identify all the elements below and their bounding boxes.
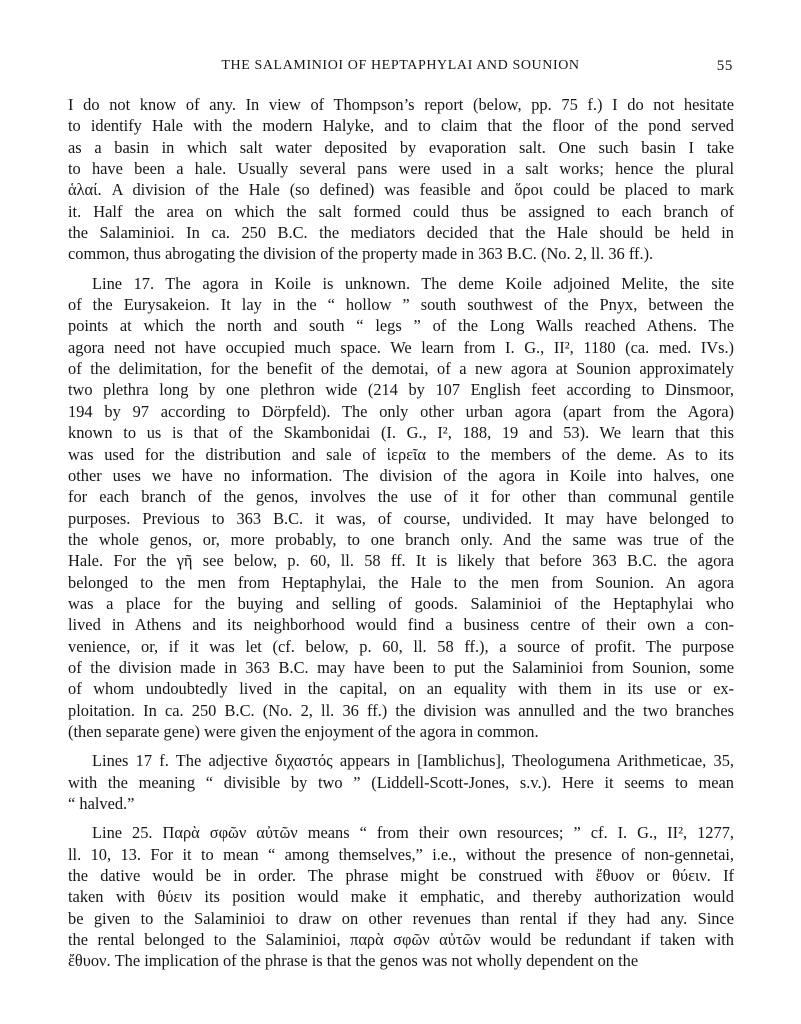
text-line: purposes. Previous to 363 B.C. it was, of course, undivided. It may have belonged to (68, 508, 734, 528)
text-line: known to us is that of the Skambonidai (I. G., I², 188, 19 and 53). We learn that this (68, 423, 734, 443)
text-line: 194 by 97 according to Dörpfeld). The only other urban agora (apart from the Agora) (68, 401, 734, 421)
text-line: be given to the Salaminioi to draw on other revenues than rental if they had any. Since (68, 908, 734, 928)
text-line: Line 25. Παρὰ σφῶν αὐτῶν means “ from their own resources; ” cf. I. G., II², 1277, (92, 823, 734, 843)
text-line: to identify Hale with the modern Halyke, and to claim that the floor of the pond served (68, 116, 734, 136)
running-head (68, 58, 733, 80)
text-line: Line 17. The agora in Koile is unknown. The deme Koile adjoined Melite, the site (92, 273, 734, 293)
text-line: ἁλαί. A division of the Hale (so defined) was feasible and ὅροι could be placed to mark (68, 180, 734, 200)
text-line: I do not know of any. In view of Thompson’s report (below, pp. 75 f.) I do not hesitate (68, 95, 734, 114)
text-line: belonged to the men from Heptaphylai, the Hale to the men from Sounion. An agora (68, 572, 734, 592)
text-line: with the meaning “ divisible by two ” (Liddell-Scott-Jones, s.v.). Here it seems to mean (68, 772, 734, 792)
text-line: it. Half the area on which the salt formed could thus be assigned to each branch of (68, 201, 734, 221)
text-line: ἔθυον. The implication of the phrase is that the genos was not wholly dependent on the (68, 951, 639, 971)
text-line: the whole genos, or, more probably, to one branch only. And the same was true of the (68, 529, 734, 549)
text-line: Hale. For the γῆ see below, p. 60, ll. 58 ff. It is likely that before 363 B.C. the agora (68, 551, 734, 571)
text-line: of the Eurysakeion. It lay in the “ hollow ” south southwest of the Pnyx, between the (68, 295, 734, 315)
text-line: the dative would be in order. The phrase might be construed with ἔθυον or θύειν. If (68, 866, 734, 886)
text-line: taken with θύειν its position would make it emphatic, and thereby authorization would (68, 887, 734, 907)
paragraph-lines-17f (68, 750, 734, 814)
text-line: the Salaminioi. In ca. 250 B.C. the mediators decided that the Hale should be held in (68, 223, 734, 243)
text-line: of the division made in 363 B.C. may have been to put the Salaminioi from Sounion, some (68, 657, 734, 677)
page-number: 55 (716, 58, 733, 74)
text-line: of the delimitation, for the benefit of the demotai, of a new agora at Sounion approximately (68, 359, 734, 379)
text-line: ploitation. In ca. 250 B.C. (No. 2, ll. 36 ff.) the division was annulled and the two branches (68, 700, 734, 720)
paragraph-line-25 (68, 822, 734, 971)
text-line: the rental belonged to the Salaminioi, παρὰ σφῶν αὐτῶν would be redundant if taken with (68, 930, 734, 950)
paragraph-hale (68, 94, 734, 265)
text-line: other uses we have no information. The division of the agora in Koile into halves, one (68, 465, 734, 485)
text-line: of whom undoubtedly lived in the capital, on an equality with them in its use or ex- (68, 679, 734, 699)
running-head-title: THE SALAMINIOI OF HEPTAPHYLAI AND SOUNION (221, 58, 580, 73)
text-line: “ halved.” (68, 794, 135, 813)
text-line: Lines 17 f. The adjective διχαστός appears in [Iamblichus], Theologumena Arithmeticae, 35, (92, 751, 734, 771)
text-line: to have been a hale. Usually several pans were used in a salt works; hence the plural (68, 159, 734, 179)
text-line: agora need not have occupied much space. We learn from I. G., II², 1180 (ca. med. IVs.) (68, 337, 734, 357)
text-line: was used for the distribution and sale of ἱερεῖα to the members of the deme. As to its (68, 444, 734, 464)
text-line: points at which the north and south “ legs ” of the Long Walls reached Athens. The (68, 316, 734, 336)
text-line: common, thus abrogating the division of the property made in 363 B.C. (No. 2, ll. 36 ff.). (68, 244, 654, 264)
text-line: for each branch of the genos, involves the use of it for other than communal gentile (68, 487, 734, 507)
text-line: (then separate gene) were given the enjoyment of the agora in common. (68, 721, 539, 741)
text-line: lived in Athens and its neighborhood would find a business centre of their own a con- (68, 615, 734, 635)
body-text (68, 94, 734, 972)
paragraph-line-17 (68, 273, 734, 743)
text-line: as a basin in which salt water deposited by evaporation salt. One such basin I take (68, 137, 734, 157)
text-line: venience, or, if it was let (cf. below, p. 60, ll. 58 ff.), a source of profit. The purpose (68, 636, 734, 656)
text-line: ll. 10, 13. For it to mean “ among themselves,” i.e., without the presence of non-gennetai, (68, 844, 734, 864)
text-line: was a place for the buying and selling of goods. Salaminioi of the Heptaphylai who (68, 593, 734, 613)
text-line: two plethra long by one plethron wide (214 by 107 English feet according to Dinsmoor, (68, 380, 734, 400)
